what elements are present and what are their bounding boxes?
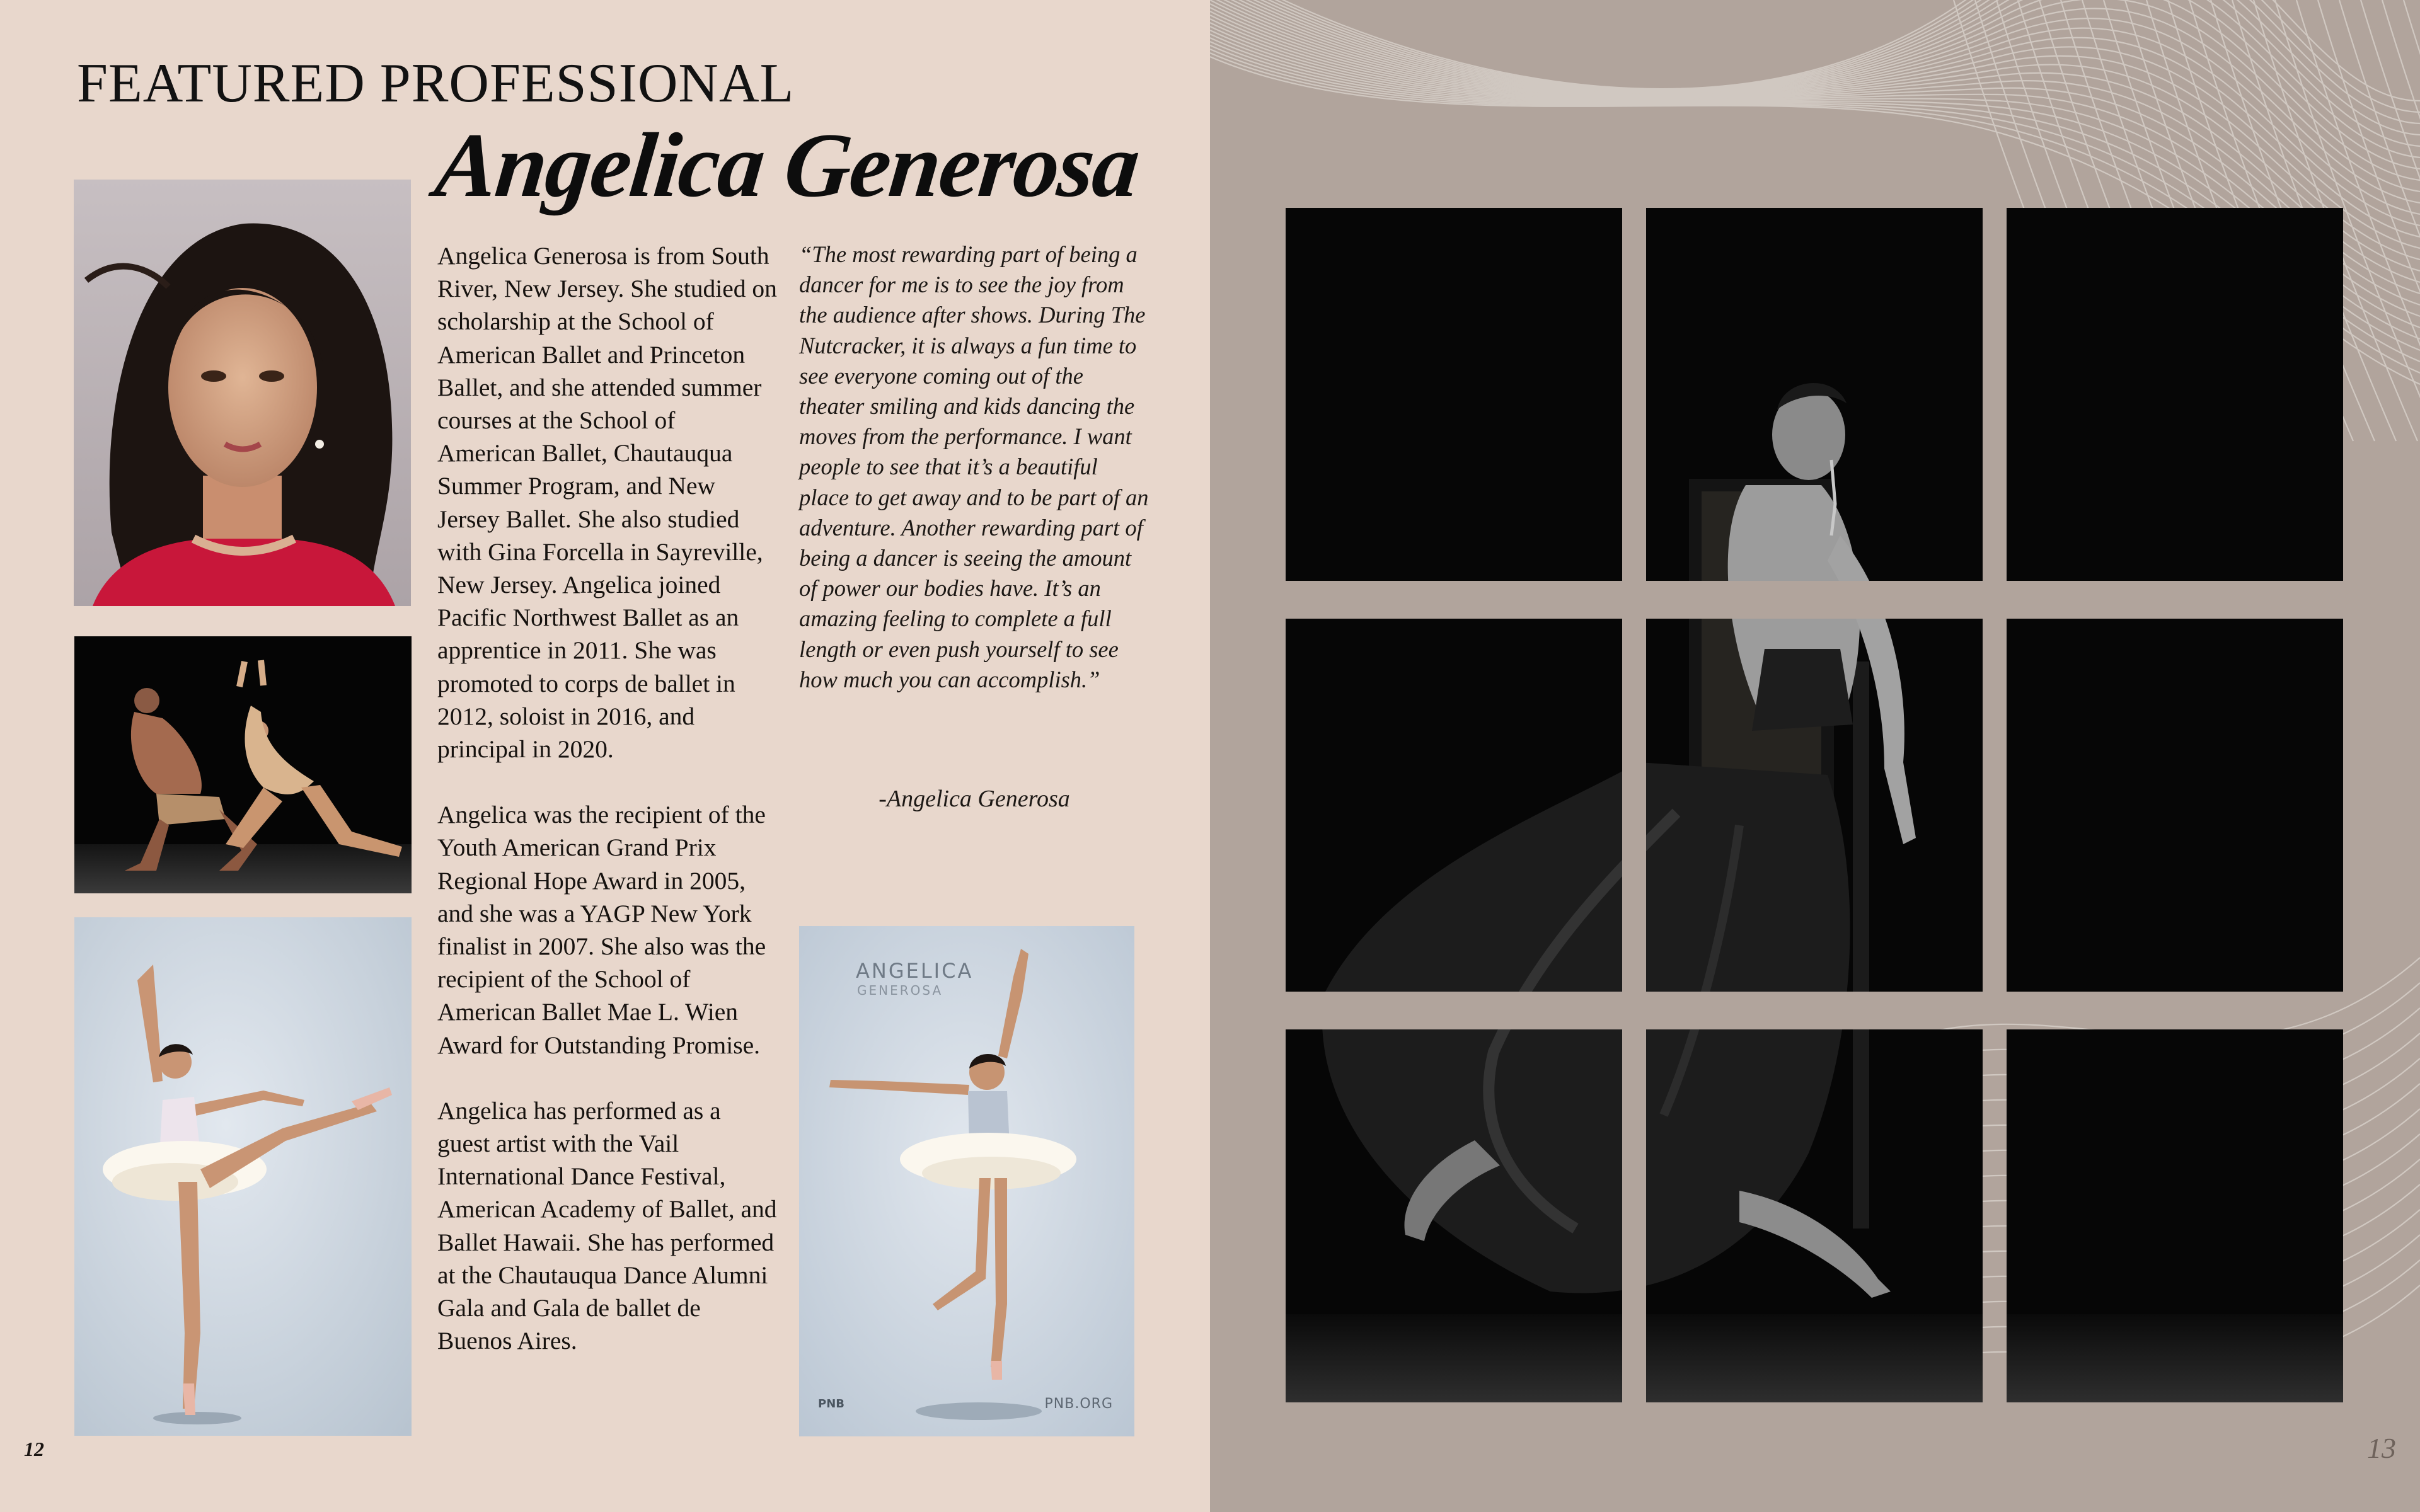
photo-grid-tile: [1646, 208, 1983, 581]
wave-line: [2339, 0, 2420, 441]
grid-photo-slice: [1286, 208, 1622, 581]
poster-name-line2: GENEROSA: [857, 983, 943, 998]
grid-photo-slice: [1286, 1029, 1622, 1402]
biography: [437, 239, 778, 1390]
wave-line: [1210, 4, 2420, 226]
photo-grid-tile: [2007, 619, 2343, 992]
poster-url: PNB.ORG: [1044, 1396, 1113, 1412]
photo-grid-tile: [1286, 208, 1622, 581]
photo-grid-tile: [1286, 1029, 1622, 1402]
page-number-right: 13: [2367, 1432, 2396, 1464]
grid-photo-slice: [1646, 208, 1983, 581]
bio-paragraph-2: Angelica was the recipient of the Youth American Grand Prix Regional Hope Award in 2005, and she was a YAGP New York finalist in 2007. She also was the recipient of the School of American Ballet Mae L. Wien Award for Outstanding Promise.: [437, 801, 766, 1059]
right-page: [1210, 0, 2420, 1512]
wave-line: [1210, 8, 2420, 237]
pnb-logo: PNB: [818, 1397, 844, 1411]
bio-paragraph-1: Angelica Generosa is from South River, New Jersey. She studied on scholarship at the School of American Ballet and Princeton Ballet, and she attended summer courses at the School of American Ballet, Chautauqua Summer Program, and New Jersey Ballet. She also studied with Gina Forcella in Sayreville, New Jersey. Angelica joined Pacific Northwest Ballet as an apprentice in 2011. She was promoted to corps de ballet in 2012, soloist in 2016, and principal in 2020.: [437, 242, 777, 764]
photo-grid-tile: [1646, 1029, 1983, 1402]
name-title: Angelica Generosa: [430, 114, 1144, 216]
poster-name-line1: ANGELICA: [856, 959, 974, 983]
grid-photo-slice: [2007, 619, 2343, 992]
photo-grid-tile: [1646, 619, 1983, 992]
photo-grid-tile: [1286, 619, 1622, 992]
grid-photo-slice: [1646, 619, 1983, 992]
grid-photo-slice: [1286, 619, 1622, 992]
grid-photo-slice: [1646, 1029, 1983, 1402]
pnb-poster: [799, 926, 1134, 1436]
page-heading: FEATURED PROFESSIONAL: [77, 53, 795, 114]
portrait-photo: [74, 180, 411, 606]
page-number-left: 12: [24, 1438, 44, 1460]
photo-grid-tile: [2007, 208, 2343, 581]
wave-line: [2404, 0, 2420, 441]
duet-photo: [74, 636, 412, 893]
quote-signature: -Angelica Generosa: [879, 786, 1070, 812]
pull-quote: “The most rewarding part of being a dancer for me is to see the joy from the audience after shows. During The Nutcracker, it is always a fun time to see everyone coming out of the theater smiling and kids dancing the moves from the performance. I want people to see that it’s a beautiful place to get away and to be part of an adventure. Another rewarding part of being a dancer is seeing the amount of power our bodies have. It’s an amazing feeling to complete a full length or even push yourself to see how much you can accomplish.”: [799, 241, 1149, 692]
photo-grid-tile: [2007, 1029, 2343, 1402]
grid-photo-slice: [2007, 208, 2343, 581]
grid-photo-slice: [2007, 1029, 2343, 1402]
tutu-photo: [74, 917, 412, 1436]
bio-paragraph-3: Angelica has performed as a guest artist with the Vail International Dance Festival, American Academy of Ballet, and Ballet Hawaii. She has performed at the Chautauqua Dance Alumni Gala and Gala de ballet de Buenos Aires.: [437, 1096, 777, 1355]
